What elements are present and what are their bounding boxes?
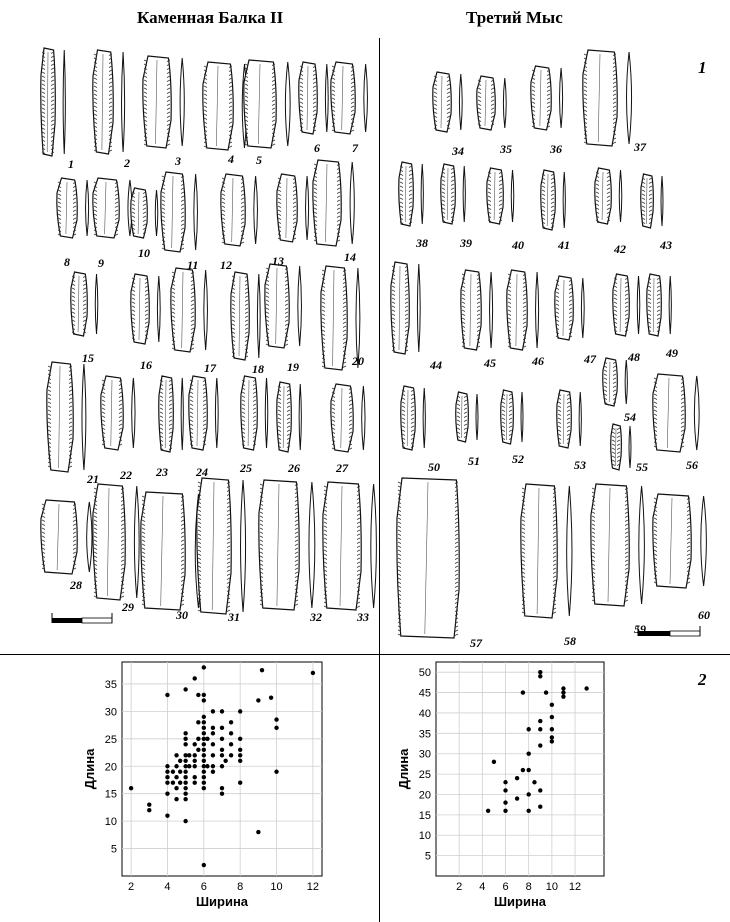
artifact-drawing <box>57 178 89 238</box>
data-point <box>274 726 278 730</box>
artifact-outlines <box>41 48 707 638</box>
data-point <box>174 764 178 768</box>
artifact-number: 47 <box>584 352 596 366</box>
data-point <box>183 819 187 823</box>
artifact-drawing <box>647 274 672 336</box>
artifact-drawing <box>591 484 645 606</box>
data-point <box>174 786 178 790</box>
data-point <box>269 695 273 699</box>
data-point <box>193 676 197 680</box>
data-point <box>550 715 554 719</box>
data-point <box>202 726 206 730</box>
data-point <box>526 768 530 772</box>
artifact-number: 8 <box>64 255 70 269</box>
artifact-drawing <box>441 164 466 224</box>
artifact-number: 41 <box>558 238 570 252</box>
data-point <box>202 781 206 785</box>
data-point <box>526 809 530 813</box>
site-title-tretiy-mys: Третий Мыс <box>466 8 563 27</box>
data-point <box>196 748 200 752</box>
data-point <box>521 690 525 694</box>
data-point <box>538 727 542 731</box>
data-point <box>220 748 224 752</box>
artifact-drawing <box>653 374 699 452</box>
data-point <box>202 698 206 702</box>
artifact-number: 54 <box>624 410 636 424</box>
artifact-drawing <box>477 76 506 130</box>
artifact-number: 38 <box>416 236 428 250</box>
data-point <box>256 698 260 702</box>
artifact-drawing <box>231 272 260 360</box>
data-point <box>311 671 315 675</box>
y-tick-label: 35 <box>104 678 117 691</box>
data-point <box>202 863 206 867</box>
artifact-drawing <box>131 188 158 238</box>
artifact-drawing <box>171 268 208 352</box>
data-point <box>538 674 542 678</box>
artifact-drawing <box>47 362 86 472</box>
data-point <box>220 737 224 741</box>
artifact-drawing <box>397 478 459 638</box>
artifact-number: 9 <box>98 256 104 270</box>
data-point <box>129 786 133 790</box>
x-tick-label: 10 <box>270 881 283 893</box>
scatter-chart-right <box>388 658 688 916</box>
data-point <box>196 737 200 741</box>
data-point <box>183 731 187 735</box>
artifact-drawing <box>71 272 98 336</box>
artifact-number: 50 <box>428 460 440 474</box>
artifact-number: 40 <box>512 238 524 252</box>
x-tick-label: 12 <box>306 881 320 893</box>
artifact-number: 20 <box>352 354 364 368</box>
y-tick-label: 50 <box>418 667 431 680</box>
artifact-number: 53 <box>574 458 586 472</box>
data-point <box>183 737 187 741</box>
data-point <box>526 727 530 731</box>
data-point <box>147 808 151 812</box>
data-point <box>193 781 197 785</box>
data-point <box>202 731 206 735</box>
data-point <box>503 780 507 784</box>
x-tick-label: 4 <box>164 881 171 893</box>
data-point <box>202 770 206 774</box>
data-point <box>220 753 224 757</box>
artifact-drawing <box>611 424 631 470</box>
data-point <box>187 753 191 757</box>
artifact-drawing <box>277 174 309 242</box>
artifact-number: 49 <box>666 346 678 360</box>
artifact-number: 32 <box>310 610 322 624</box>
artifact-drawing <box>487 168 514 224</box>
artifact-drawing <box>221 174 258 246</box>
scale-bar-left <box>52 613 112 623</box>
data-point <box>515 796 519 800</box>
y-tick-label: 20 <box>104 761 117 774</box>
y-tick-label: 20 <box>418 789 431 802</box>
artifact-drawing <box>531 66 563 130</box>
artifact-drawing <box>555 276 584 340</box>
data-point <box>183 759 187 763</box>
artifact-number: 7 <box>352 141 358 155</box>
data-point <box>538 743 542 747</box>
artifact-number: 44 <box>430 358 442 372</box>
artifact-number: 11 <box>187 258 199 272</box>
artifact-number: 33 <box>357 610 369 624</box>
data-point <box>220 709 224 713</box>
artifact-number: 23 <box>156 465 168 479</box>
artifact-drawing <box>583 50 632 146</box>
y-tick-label: 40 <box>418 707 431 720</box>
artifact-drawing <box>93 484 139 600</box>
artifact-number: 29 <box>122 600 134 614</box>
artifact-number: 13 <box>272 254 284 268</box>
artifact-drawing <box>265 264 302 348</box>
data-point <box>260 668 264 672</box>
data-point <box>550 703 554 707</box>
data-point <box>202 748 206 752</box>
artifact-number: 59 <box>634 622 646 636</box>
x-tick-label: 10 <box>545 881 558 893</box>
data-point <box>521 768 525 772</box>
artifact-drawing <box>613 274 640 336</box>
data-point <box>538 805 542 809</box>
data-point <box>526 752 530 756</box>
data-point <box>202 742 206 746</box>
artifact-number: 30 <box>176 608 188 622</box>
data-point <box>229 742 233 746</box>
artifact-drawing <box>203 62 247 150</box>
data-point <box>183 687 187 691</box>
artifact-drawing <box>461 270 493 350</box>
data-point <box>165 791 169 795</box>
y-tick-label: 10 <box>418 830 431 843</box>
artifact-number: 10 <box>138 246 150 260</box>
artifact-number: 5 <box>256 153 262 167</box>
data-point <box>538 719 542 723</box>
artifact-number: 3 <box>175 154 181 168</box>
data-point <box>183 797 187 801</box>
artifact-number: 21 <box>87 472 99 486</box>
y-tick-label: 5 <box>110 843 117 856</box>
artifact-number: 15 <box>82 351 94 365</box>
artifact-drawing <box>277 382 302 452</box>
data-point <box>165 813 169 817</box>
artifact-drawing <box>189 376 218 450</box>
x-tick-label: 6 <box>200 881 207 893</box>
data-point <box>211 753 215 757</box>
data-point <box>229 720 233 724</box>
data-point <box>205 764 209 768</box>
artifact-number: 46 <box>532 354 544 368</box>
data-point <box>202 759 206 763</box>
data-point <box>220 764 224 768</box>
artifact-drawing <box>456 392 478 442</box>
artifact-drawing <box>391 262 420 354</box>
artifact-number: 45 <box>484 356 496 370</box>
artifact-number: 25 <box>240 461 252 475</box>
data-point <box>229 731 233 735</box>
artifact-number: 12 <box>220 258 232 272</box>
data-point <box>274 770 278 774</box>
data-point <box>183 770 187 774</box>
data-point <box>211 731 215 735</box>
data-point <box>165 693 169 697</box>
data-point <box>178 781 182 785</box>
artifact-drawing <box>595 168 622 224</box>
y-tick-label: 25 <box>104 733 117 746</box>
data-point <box>174 753 178 757</box>
data-point <box>193 742 197 746</box>
data-point <box>183 781 187 785</box>
data-point <box>584 686 588 690</box>
data-point <box>147 802 151 806</box>
artifact-number: 2 <box>124 156 130 170</box>
artifact-drawing <box>557 390 582 448</box>
data-point <box>550 735 554 739</box>
x-tick-label: 2 <box>128 881 135 893</box>
artifact-drawing <box>653 494 707 588</box>
artifact-drawing <box>541 170 566 230</box>
artifact-number: 27 <box>336 461 348 475</box>
artifact-number: 60 <box>698 608 710 622</box>
data-point <box>561 690 565 694</box>
artifact-drawing <box>93 178 132 238</box>
data-point <box>526 792 530 796</box>
data-point <box>193 759 197 763</box>
data-point <box>503 788 507 792</box>
panel-number-bottom: 2 <box>698 670 707 689</box>
artifact-number: 34 <box>452 144 464 158</box>
data-point <box>238 709 242 713</box>
y-tick-label: 30 <box>104 706 117 719</box>
y-tick-label: 45 <box>418 687 431 700</box>
artifact-number: 4 <box>228 152 234 166</box>
data-point <box>196 693 200 697</box>
data-point <box>229 753 233 757</box>
data-point <box>211 770 215 774</box>
y-tick-label: 5 <box>424 850 431 863</box>
artifact-number: 51 <box>468 454 480 468</box>
data-point <box>171 770 175 774</box>
artifact-drawing <box>41 48 66 156</box>
data-point <box>165 764 169 768</box>
artifact-number: 26 <box>288 461 300 475</box>
data-point <box>202 786 206 790</box>
artifact-number: 14 <box>344 250 356 264</box>
artifact-drawing <box>41 500 92 574</box>
artifact-drawing <box>501 390 523 444</box>
artifact-drawing <box>241 376 268 450</box>
data-point <box>174 797 178 801</box>
artifact-number: 31 <box>228 610 240 624</box>
data-point <box>538 788 542 792</box>
artifact-drawing <box>401 386 426 450</box>
data-point <box>561 694 565 698</box>
data-point <box>220 726 224 730</box>
data-point <box>238 759 242 763</box>
artifact-drawing <box>331 384 365 452</box>
x-tick-label: 8 <box>525 881 532 893</box>
artifact-number: 36 <box>550 142 562 156</box>
scatter-chart-left <box>80 658 380 916</box>
data-point <box>544 690 548 694</box>
data-point <box>274 717 278 721</box>
artifact-drawing <box>507 270 539 350</box>
artifact-number: 52 <box>512 452 524 466</box>
data-point <box>183 775 187 779</box>
data-point <box>532 780 536 784</box>
x-tick-label: 8 <box>237 881 244 893</box>
data-point <box>211 726 215 730</box>
artifact-number: 1 <box>68 157 74 171</box>
y-axis-label: Длина <box>396 748 411 790</box>
artifact-number: 6 <box>314 141 320 155</box>
y-tick-label: 25 <box>418 769 431 782</box>
data-point <box>193 775 197 779</box>
data-point <box>561 686 565 690</box>
data-point <box>503 800 507 804</box>
data-point <box>178 770 182 774</box>
x-tick-label: 2 <box>456 881 463 893</box>
data-point <box>550 727 554 731</box>
artifact-drawing <box>299 62 328 134</box>
artifact-drawing <box>323 482 377 610</box>
data-point <box>238 781 242 785</box>
artifact-drawing <box>521 484 572 618</box>
artifact-number: 58 <box>564 634 576 648</box>
artifact-drawing <box>433 72 462 132</box>
data-point <box>202 753 206 757</box>
data-point <box>486 809 490 813</box>
x-tick-label: 4 <box>479 881 486 893</box>
data-point <box>193 764 197 768</box>
y-tick-label: 35 <box>418 728 431 741</box>
data-point <box>538 670 542 674</box>
artifact-drawing <box>331 62 368 134</box>
data-point <box>171 781 175 785</box>
data-point <box>174 775 178 779</box>
data-point <box>238 753 242 757</box>
artifact-number: 35 <box>500 142 512 156</box>
y-axis-label: Длина <box>82 748 97 790</box>
plot-area <box>436 662 604 876</box>
plot-area <box>122 662 322 876</box>
data-point <box>202 665 206 669</box>
artifact-number: 39 <box>460 236 472 250</box>
data-point <box>256 830 260 834</box>
artifact-drawing <box>259 480 315 610</box>
artifact-drawing <box>641 174 663 228</box>
data-point <box>211 742 215 746</box>
y-tick-label: 10 <box>104 816 117 829</box>
data-point <box>238 737 242 741</box>
artifact-number: 43 <box>660 238 672 252</box>
artifact-drawing <box>159 376 184 452</box>
data-point <box>165 775 169 779</box>
data-point <box>165 770 169 774</box>
artifact-number: 22 <box>120 468 132 482</box>
data-point <box>178 759 182 763</box>
artifact-number: 55 <box>636 460 648 474</box>
artifact-drawing <box>399 162 424 226</box>
data-point <box>550 739 554 743</box>
panel-number-top: 1 <box>698 58 707 77</box>
artifact-number: 24 <box>196 465 208 479</box>
artifact-drawing <box>313 160 354 246</box>
data-point <box>503 809 507 813</box>
artifact-number: 37 <box>634 140 646 154</box>
artifact-drawing <box>101 376 135 450</box>
y-tick-label: 15 <box>418 809 431 822</box>
artifact-number: 56 <box>686 458 698 472</box>
data-point <box>183 742 187 746</box>
artifact-drawing <box>197 478 246 614</box>
scale-bar-right <box>638 626 700 636</box>
data-point <box>196 720 200 724</box>
data-point <box>202 775 206 779</box>
x-tick-label: 12 <box>568 881 582 893</box>
artifact-number: 48 <box>628 350 640 364</box>
data-point <box>515 776 519 780</box>
artifact-number: 19 <box>287 360 299 374</box>
data-point <box>211 764 215 768</box>
data-point <box>220 786 224 790</box>
artifact-drawing <box>161 172 198 252</box>
data-point <box>193 753 197 757</box>
x-axis-label: Ширина <box>493 894 547 909</box>
data-point <box>223 759 227 763</box>
data-point <box>492 760 496 764</box>
data-point <box>187 764 191 768</box>
artifact-drawing <box>141 492 202 610</box>
artifact-drawing <box>93 50 125 154</box>
data-point <box>220 791 224 795</box>
data-point <box>183 791 187 795</box>
data-point <box>238 748 242 752</box>
x-axis-label: Ширина <box>195 894 249 909</box>
artifact-number: 16 <box>140 358 152 372</box>
artifact-drawing <box>244 60 290 148</box>
data-point <box>183 786 187 790</box>
artifact-number: 42 <box>614 242 626 256</box>
data-point <box>202 720 206 724</box>
artifact-number: 17 <box>204 361 216 375</box>
data-point <box>202 693 206 697</box>
data-point <box>205 737 209 741</box>
artifact-number: 57 <box>470 636 482 650</box>
site-title-kamennaya-balka: Каменная Балка II <box>137 8 284 27</box>
data-point <box>211 709 215 713</box>
artifact-number: 18 <box>252 362 264 376</box>
y-tick-label: 30 <box>418 748 431 761</box>
artifact-drawing <box>603 358 628 406</box>
data-point <box>165 781 169 785</box>
data-point <box>202 715 206 719</box>
y-tick-label: 15 <box>104 788 117 801</box>
artifact-number: 28 <box>70 578 82 592</box>
x-tick-label: 6 <box>502 881 509 893</box>
artifact-drawing <box>131 274 160 344</box>
artifact-drawing <box>143 56 184 148</box>
horizontal-divider <box>0 654 730 655</box>
